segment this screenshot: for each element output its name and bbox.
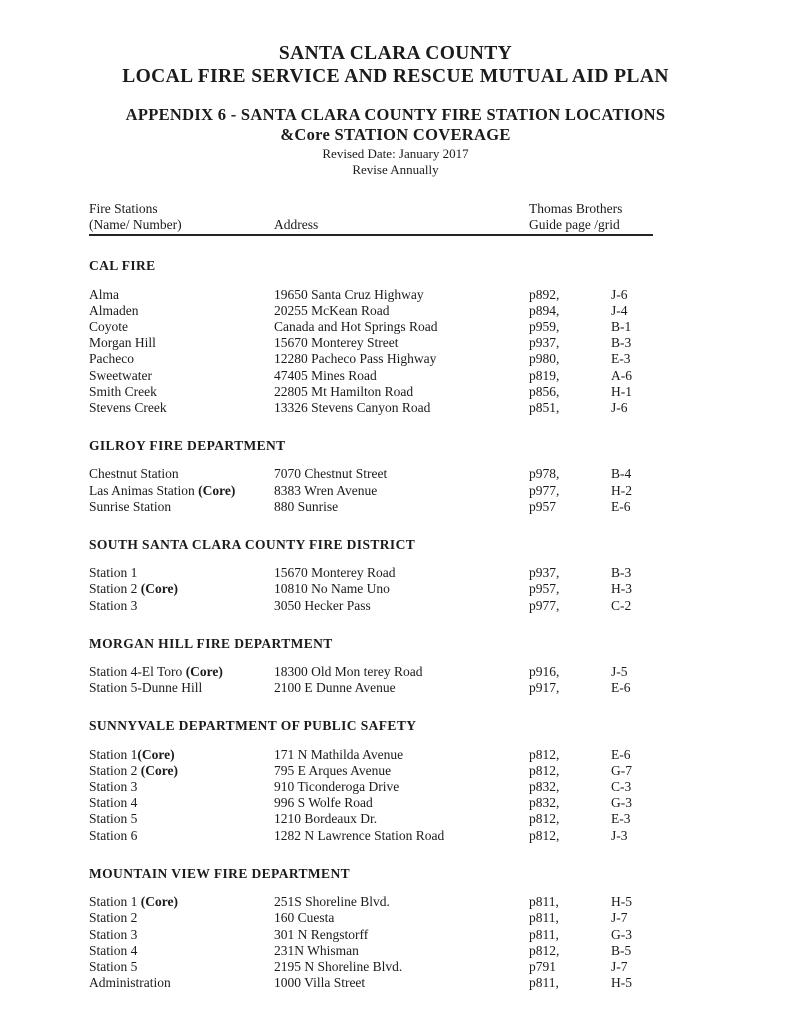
station-address: 1210 Bordeaux Dr. <box>274 811 378 827</box>
guide-page: p812, <box>529 811 560 827</box>
station-name: Station 1 <box>89 894 141 910</box>
station-name: Alma <box>89 286 119 302</box>
guide-page: p957 <box>529 498 556 514</box>
station-row <box>89 351 653 367</box>
station-name-cell <box>89 581 274 597</box>
station-name-cell <box>89 664 274 680</box>
guide-page: p980, <box>529 351 560 367</box>
department-rows <box>89 664 653 696</box>
station-address: 2195 N Shoreline Blvd. <box>274 958 403 974</box>
guide-grid: H-5 <box>611 894 632 910</box>
department-heading: SOUTH SANTA CLARA COUNTY FIRE DISTRICT <box>89 537 416 553</box>
station-name-cell <box>89 943 274 959</box>
column-header-guide-line1: Thomas Brothers <box>529 201 623 216</box>
department-section <box>89 438 653 515</box>
station-row <box>89 565 653 581</box>
guide-page: p937, <box>529 565 560 581</box>
station-name: Stevens Creek <box>89 400 167 416</box>
revise-annually: Revise Annually <box>352 161 439 177</box>
station-row <box>89 927 653 943</box>
column-header-station <box>89 201 274 233</box>
station-name-cell <box>89 763 274 779</box>
station-name: Station 5 <box>89 958 138 974</box>
station-name-cell <box>89 680 274 696</box>
station-name: Chestnut Station <box>89 466 179 482</box>
station-row <box>89 664 653 680</box>
department-section <box>89 537 653 614</box>
station-name: Sunrise Station <box>89 498 172 514</box>
station-name: Station 5 <box>89 811 138 827</box>
station-name-cell <box>89 927 274 943</box>
station-address: 19650 Santa Cruz Highway <box>274 286 424 302</box>
department-rows <box>89 894 653 991</box>
station-address: 1282 N Lawrence Station Road <box>274 827 445 843</box>
station-name: Administration <box>89 975 171 991</box>
guide-page: p977, <box>529 482 560 498</box>
station-name: Coyote <box>89 319 128 335</box>
station-row <box>89 400 653 416</box>
core-designation: (Core) <box>140 762 178 778</box>
guide-grid: B-5 <box>611 942 632 958</box>
station-table <box>89 201 653 991</box>
station-table-body <box>89 258 653 991</box>
station-row <box>89 943 653 959</box>
station-name: Station 3 <box>89 597 138 613</box>
station-address: 8383 Wren Avenue <box>274 482 378 498</box>
station-name-cell <box>89 828 274 844</box>
station-row <box>89 303 653 319</box>
guide-page: p791 <box>529 958 556 974</box>
guide-page: p812, <box>529 762 560 778</box>
revision-note <box>0 146 791 177</box>
guide-grid: A-6 <box>611 367 632 383</box>
station-name: Station 6 <box>89 827 138 843</box>
station-name-cell <box>89 975 274 991</box>
station-row <box>89 894 653 910</box>
station-address: 795 E Arques Avenue <box>274 762 392 778</box>
guide-grid: B-4 <box>611 466 632 482</box>
guide-grid: H-2 <box>611 482 632 498</box>
station-address: 1000 Villa Street <box>274 975 366 991</box>
station-name-cell <box>89 368 274 384</box>
guide-page: p811, <box>529 910 559 926</box>
column-header-guide-line2: Guide page /grid <box>529 217 620 233</box>
guide-grid: J-4 <box>611 302 628 318</box>
station-name-cell <box>89 779 274 795</box>
station-address: 13326 Stevens Canyon Road <box>274 400 431 416</box>
station-name: Station 4 <box>89 795 138 811</box>
guide-page: p978, <box>529 466 560 482</box>
guide-grid: H-1 <box>611 383 632 399</box>
station-name-cell <box>89 795 274 811</box>
guide-page: p832, <box>529 779 560 795</box>
station-name: Pacheco <box>89 351 134 367</box>
station-name: Morgan Hill <box>89 335 156 351</box>
department-heading: MOUNTAIN VIEW FIRE DEPARTMENT <box>89 865 351 881</box>
guide-grid: E-6 <box>611 746 631 762</box>
station-row <box>89 959 653 975</box>
station-address: 15670 Monterey Street <box>274 335 399 351</box>
guide-grid: B-3 <box>611 335 632 351</box>
column-header-address: Address <box>274 217 319 233</box>
core-designation: (Core) <box>140 581 178 597</box>
station-row <box>89 795 653 811</box>
station-row <box>89 319 653 335</box>
guide-grid: C-3 <box>611 779 632 795</box>
guide-page: p959, <box>529 319 560 335</box>
station-address: 10810 No Name Uno <box>274 581 390 597</box>
guide-page: p812, <box>529 942 560 958</box>
station-name-cell <box>89 287 274 303</box>
guide-page: p812, <box>529 746 560 762</box>
appendix-heading <box>0 105 791 145</box>
guide-page: p977, <box>529 597 560 613</box>
station-name-cell <box>89 959 274 975</box>
guide-grid: B-3 <box>611 565 632 581</box>
guide-page: p937, <box>529 335 560 351</box>
station-address: 880 Sunrise <box>274 498 339 514</box>
department-heading: CAL FIRE <box>89 258 156 274</box>
station-row <box>89 384 653 400</box>
station-row <box>89 779 653 795</box>
station-row <box>89 598 653 614</box>
station-row <box>89 763 653 779</box>
station-address: 12280 Pacheco Pass Highway <box>274 351 437 367</box>
station-name: Station 5-Dunne Hill <box>89 680 203 696</box>
station-name: Station 3 <box>89 779 138 795</box>
guide-grid: C-2 <box>611 597 632 613</box>
department-section <box>89 258 653 416</box>
station-name-cell <box>89 400 274 416</box>
guide-grid: J-7 <box>611 958 628 974</box>
station-name-cell <box>89 335 274 351</box>
station-name: Station 4 <box>89 942 138 958</box>
core-designation: (Core) <box>137 746 175 762</box>
station-address: 2100 E Dunne Avenue <box>274 680 396 696</box>
guide-grid: J-6 <box>611 286 628 302</box>
station-name-cell <box>89 811 274 827</box>
guide-grid: B-1 <box>611 319 632 335</box>
station-address: 160 Cuesta <box>274 910 335 926</box>
guide-page: p892, <box>529 286 560 302</box>
station-name: Station 3 <box>89 926 138 942</box>
station-address: 22805 Mt Hamilton Road <box>274 383 414 399</box>
guide-grid: E-6 <box>611 498 631 514</box>
station-row <box>89 680 653 696</box>
station-name-cell <box>89 319 274 335</box>
guide-page: p851, <box>529 400 560 416</box>
guide-grid: E-3 <box>611 351 631 367</box>
guide-page: p832, <box>529 795 560 811</box>
department-heading: GILROY FIRE DEPARTMENT <box>89 438 286 454</box>
guide-page: p811, <box>529 894 559 910</box>
guide-page: p957, <box>529 581 560 597</box>
station-row <box>89 747 653 763</box>
guide-grid: E-6 <box>611 680 631 696</box>
guide-grid: G-7 <box>611 762 632 778</box>
guide-grid: J-5 <box>611 664 628 680</box>
guide-page: p894, <box>529 302 560 318</box>
station-name: Sweetwater <box>89 367 152 383</box>
station-row <box>89 368 653 384</box>
station-name: Station 4-El Toro <box>89 664 186 680</box>
core-designation: (Core) <box>185 664 223 680</box>
station-name-cell <box>89 910 274 926</box>
station-name: Station 1 <box>89 565 138 581</box>
station-row <box>89 466 653 482</box>
station-address: 18300 Old Mon terey Road <box>274 664 423 680</box>
department-rows <box>89 565 653 614</box>
guide-grid: J-3 <box>611 827 628 843</box>
station-name-cell <box>89 466 274 482</box>
column-header-station-line2: (Name/ Number) <box>89 217 182 233</box>
station-name: Station 2 <box>89 910 138 926</box>
core-designation: (Core) <box>198 482 236 498</box>
guide-grid: J-7 <box>611 910 628 926</box>
department-rows <box>89 287 653 417</box>
station-name: Smith Creek <box>89 383 157 399</box>
station-row <box>89 499 653 515</box>
guide-page: p856, <box>529 383 560 399</box>
station-address: 301 N Rengstorff <box>274 926 369 942</box>
station-address: 47405 Mines Road <box>274 367 377 383</box>
department-section <box>89 866 653 991</box>
station-address: 996 S Wolfe Road <box>274 795 373 811</box>
station-address: 171 N Mathilda Avenue <box>274 746 404 762</box>
station-name-cell <box>89 351 274 367</box>
guide-grid: H-3 <box>611 581 632 597</box>
station-row <box>89 910 653 926</box>
station-row <box>89 811 653 827</box>
title-line-1: SANTA CLARA COUNTY <box>278 43 513 64</box>
station-name-cell <box>89 499 274 515</box>
station-address: 231N Whisman <box>274 942 359 958</box>
guide-grid: G-3 <box>611 795 632 811</box>
guide-grid: E-3 <box>611 811 631 827</box>
station-name-cell <box>89 894 274 910</box>
column-header-guide <box>529 201 653 233</box>
station-address: 15670 Monterey Road <box>274 565 396 581</box>
station-name: Station 1 <box>89 746 138 762</box>
station-address: 3050 Hecker Pass <box>274 597 371 613</box>
core-designation: (Core) <box>140 894 178 910</box>
station-row <box>89 828 653 844</box>
station-name: Las Animas Station <box>89 482 199 498</box>
appendix-line-1: APPENDIX 6 - SANTA CLARA COUNTY FIRE STATION LOCATIONS <box>125 105 666 124</box>
station-name: Station 2 <box>89 762 141 778</box>
guide-page: p916, <box>529 664 560 680</box>
station-name-cell <box>89 598 274 614</box>
station-name-cell <box>89 384 274 400</box>
guide-page: p819, <box>529 367 560 383</box>
station-address: 7070 Chestnut Street <box>274 466 388 482</box>
revised-date: Revised Date: January 2017 <box>322 146 469 161</box>
department-heading: MORGAN HILL FIRE DEPARTMENT <box>89 635 333 651</box>
station-row <box>89 335 653 351</box>
guide-grid: J-6 <box>611 400 628 416</box>
station-address: Canada and Hot Springs Road <box>274 319 438 335</box>
document-title <box>0 42 791 88</box>
station-address: 910 Ticonderoga Drive <box>274 779 400 795</box>
guide-grid: G-3 <box>611 926 632 942</box>
station-name-cell <box>89 565 274 581</box>
station-row <box>89 287 653 303</box>
station-name: Station 2 <box>89 581 141 597</box>
department-section <box>89 718 653 843</box>
station-name-cell <box>89 747 274 763</box>
station-address: 20255 McKean Road <box>274 302 390 318</box>
station-name: Almaden <box>89 302 139 318</box>
table-header-row <box>89 201 653 236</box>
station-address: 251S Shoreline Blvd. <box>274 894 390 910</box>
station-row <box>89 483 653 499</box>
appendix-line-2: &Core STATION COVERAGE <box>280 125 511 144</box>
guide-page: p811, <box>529 975 559 991</box>
department-rows <box>89 747 653 844</box>
title-line-2: LOCAL FIRE SERVICE AND RESCUE MUTUAL AID PLAN <box>122 66 669 87</box>
guide-grid: H-5 <box>611 975 632 991</box>
station-name-cell <box>89 483 274 499</box>
guide-page: p811, <box>529 926 559 942</box>
station-name-cell <box>89 303 274 319</box>
station-row <box>89 975 653 991</box>
column-header-station-line1: Fire Stations <box>89 201 158 216</box>
station-row <box>89 581 653 597</box>
guide-page: p812, <box>529 827 560 843</box>
department-heading: SUNNYVALE DEPARTMENT OF PUBLIC SAFETY <box>89 718 417 734</box>
department-rows <box>89 466 653 515</box>
department-section <box>89 636 653 697</box>
guide-page: p917, <box>529 680 560 696</box>
